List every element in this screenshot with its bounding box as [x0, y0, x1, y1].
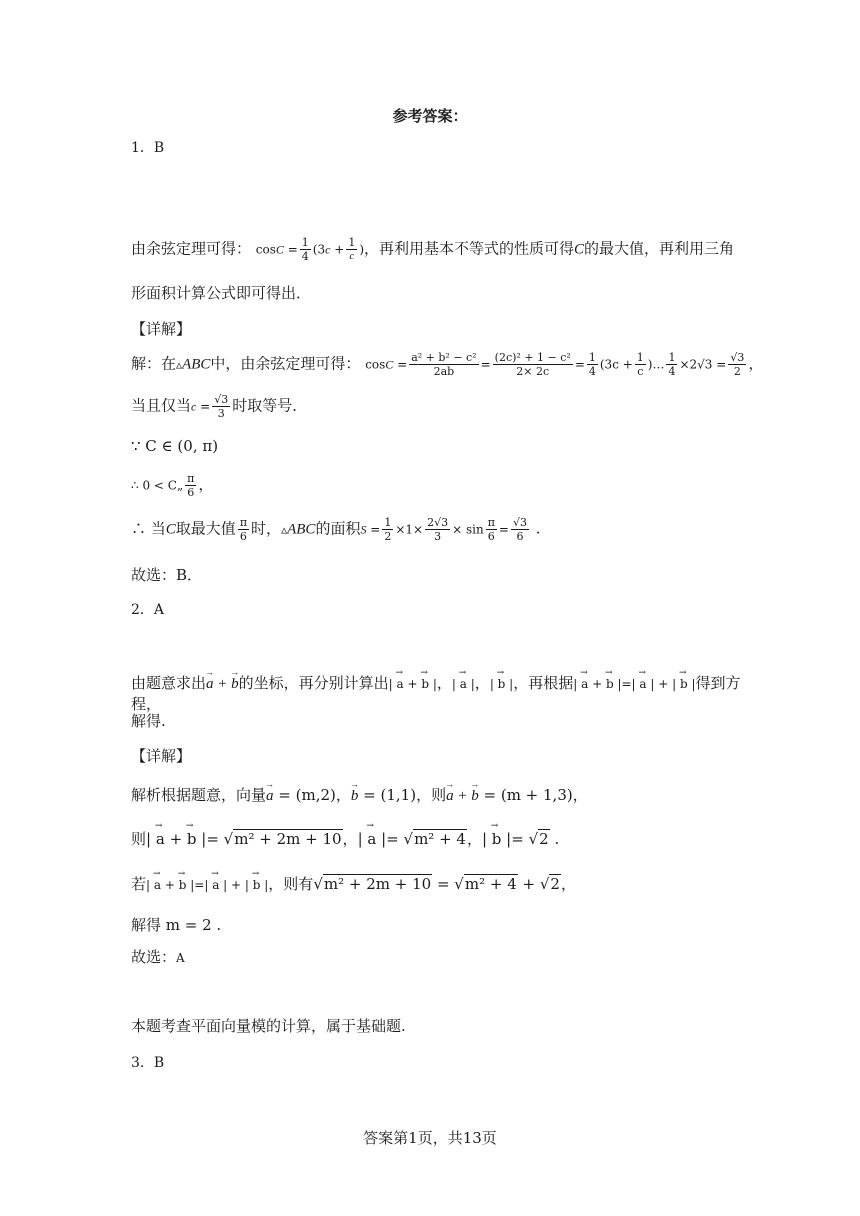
q1-solution-line5: ∴ 当C取最大值 $\frac{\pi}{6}$ 时，▵ABC的面积S = $\frac{1}{2}$ ×1× $\frac{2√3}{3}$ × sin $\frac{\pi}{6}$ = $\frac{√3}{6}$ .	[131, 516, 541, 543]
page-footer: 答案第1页，共13页	[363, 1129, 497, 1147]
q2-solution-line4: 解得 m = 2 .	[131, 916, 222, 934]
q1-detail-label: 【详解】	[131, 320, 192, 338]
q1-hint-line1: 由余弦定理可得： cosC = $\frac{1}{4}$ (3c + $\frac{1}{c}$ )，再利用基本不等式的性质可得C的最大值，再利用三角	[131, 236, 735, 263]
q1-solution-line1: 解：在▵ABC中，由余弦定理可得： cosC = $\frac{\text{a² + b² − c²}}{2ab}$ = $\frac{\text{(2c)² + 1 − c²}}{2\times 2c}$ = $\frac{1}{4}$ (3c + $\frac{1}{c}$ )… $\frac{1}{4}$ ×2√3 = $\frac{√3}{2}$ ，	[131, 351, 764, 378]
q2-solution-line2: 则| → a + → b |= √m² + 2m + 10，| → a |= √m² + 4，| → b |= √2 .	[131, 828, 770, 849]
q2-hint-line1: 由题意求出→ a + → b的坐标，再分别计算出| → a + → b |，| → a |，| → b |，再根据| → a + → b |=| → a | + | → b |得到方程，	[131, 672, 770, 714]
answer-3: 3．B	[131, 1055, 165, 1071]
q2-solution-line1: 解析根据题意，向量→ a = (m,2)，→ b = (1,1)，则→ a + → b = (m + 1,3)，	[131, 784, 770, 805]
q2-comment: 本题考查平面向量模的计算，属于基础题.	[131, 1017, 406, 1035]
q1-hint-line2: 形面积计算公式即可得出．	[131, 284, 312, 302]
q1-choice: 故选：B．	[131, 566, 203, 584]
q2-hint-line2: 解得.	[131, 712, 166, 730]
q2-detail-label: 【详解】	[131, 747, 192, 765]
q2-choice: 故选：A	[131, 948, 185, 966]
q1-solution-line4: ∴ 0 < C„ $\frac{\pi}{6}$ ，	[131, 472, 214, 499]
q1-solution-line3: ∵ C ∈ (0, π)	[131, 437, 219, 455]
answer-1: 1．B	[131, 140, 165, 156]
q1-solution-line2: 当且仅当c = $\frac{√3}{3}$ 时取等号．	[131, 393, 308, 420]
answer-2: 2．A	[131, 602, 165, 618]
page-title: 参考答案：	[392, 107, 468, 125]
q2-solution-line3: 若| → a + → b |=| → a | + | → b |，则有√m² + 2m + 10 = √m² + 4 + √2，	[131, 873, 770, 894]
